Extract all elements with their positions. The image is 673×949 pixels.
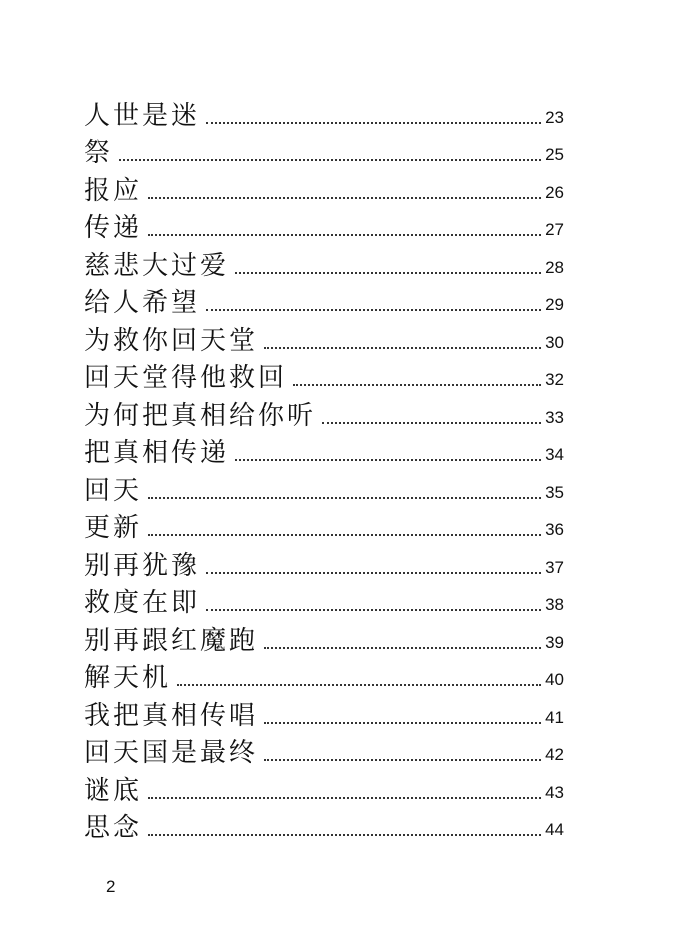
toc-entry-page: 34: [545, 445, 564, 464]
toc-entry-title: 祭: [84, 138, 114, 168]
toc-entry-title: 别再跟红魔跑: [84, 625, 259, 656]
dot-leader: [148, 797, 541, 799]
toc-entry-page: 27: [545, 220, 564, 239]
toc-entry-title: 回天: [84, 475, 143, 506]
toc-entry-page: 43: [545, 782, 564, 802]
toc-entry-title: 给人希望: [84, 288, 201, 318]
toc-entry-page: 36: [545, 520, 564, 539]
toc-entry-title: 人世是迷: [84, 100, 201, 131]
dot-leader: [235, 459, 541, 461]
toc-entry[interactable]: [84, 468, 564, 506]
dot-leader: [206, 122, 541, 124]
toc-entry-page: 40: [545, 670, 564, 689]
dot-leader: [148, 234, 541, 236]
toc-entry-title: 为救你回天堂: [84, 325, 259, 356]
toc-entry-title: 回天堂得他救回: [84, 363, 288, 393]
toc-entry[interactable]: [84, 206, 564, 244]
dot-leader: [264, 647, 541, 649]
toc-entry-title: 更新: [84, 513, 143, 543]
toc-entry-page: 44: [545, 820, 564, 839]
toc-entry[interactable]: [84, 806, 564, 844]
toc-entry-page: 25: [545, 145, 564, 164]
dot-leader: [322, 422, 541, 424]
toc-entry[interactable]: [84, 618, 564, 656]
toc-entry-title: 解天机: [84, 663, 172, 693]
dot-leader: [206, 609, 541, 611]
toc-entry[interactable]: [84, 768, 564, 806]
toc-entry-page: 35: [545, 482, 564, 502]
toc-entry-page: 39: [545, 632, 564, 652]
dot-leader: [264, 759, 541, 761]
toc-entry[interactable]: [84, 731, 564, 769]
toc-entry[interactable]: [84, 431, 564, 469]
dot-leader: [148, 197, 541, 199]
toc-entry-page: 41: [545, 707, 564, 727]
toc-entry-page: 38: [545, 595, 564, 614]
toc-entry-page: 37: [545, 557, 564, 577]
toc-entry-title: 把真相传递: [84, 438, 230, 468]
toc-entry[interactable]: [84, 131, 564, 169]
toc-entry[interactable]: [84, 656, 564, 694]
dot-leader: [235, 272, 541, 274]
dot-leader: [177, 684, 541, 686]
dot-leader: [148, 534, 541, 536]
toc-entry-page: 23: [545, 107, 564, 127]
toc-entry-page: 29: [545, 295, 564, 314]
toc-entry-page: 26: [545, 182, 564, 202]
toc-entry[interactable]: [84, 393, 564, 431]
toc-entry[interactable]: [84, 581, 564, 619]
toc-entry[interactable]: [84, 356, 564, 394]
toc-entry[interactable]: [84, 543, 564, 581]
toc-entry[interactable]: [84, 281, 564, 319]
dot-leader: [264, 347, 541, 349]
toc-entry[interactable]: [84, 693, 564, 731]
toc-entry-title: 为何把真相给你听: [84, 400, 317, 431]
dot-leader: [148, 834, 541, 836]
toc-entry-title: 我把真相传唱: [84, 700, 259, 731]
toc-entry-title: 传递: [84, 213, 143, 243]
toc-entry-page: 30: [545, 332, 564, 352]
toc-entry[interactable]: [84, 506, 564, 544]
toc-entry-page: 28: [545, 257, 564, 277]
toc-entry[interactable]: [84, 318, 564, 356]
dot-leader: [206, 309, 541, 311]
toc-entry-title: 报应: [84, 175, 143, 206]
table-of-contents: [84, 93, 564, 843]
toc-entry-title: 谜底: [84, 775, 143, 806]
dot-leader: [264, 722, 541, 724]
toc-entry[interactable]: [84, 168, 564, 206]
toc-entry-title: 回天国是最终: [84, 738, 259, 768]
dot-leader: [148, 497, 541, 499]
toc-entry-title: 别再犹豫: [84, 550, 201, 581]
toc-entry-title: 慈悲大过爱: [84, 250, 230, 281]
dot-leader: [293, 384, 541, 386]
toc-entry-page: 33: [545, 407, 564, 427]
dot-leader: [119, 159, 541, 161]
toc-entry-title: 思念: [84, 813, 143, 843]
toc-entry[interactable]: [84, 93, 564, 131]
toc-entry-page: 32: [545, 370, 564, 389]
toc-entry[interactable]: [84, 243, 564, 281]
page-number: 2: [106, 877, 116, 896]
dot-leader: [206, 572, 541, 574]
toc-entry-page: 42: [545, 745, 564, 764]
toc-entry-title: 救度在即: [84, 588, 201, 618]
